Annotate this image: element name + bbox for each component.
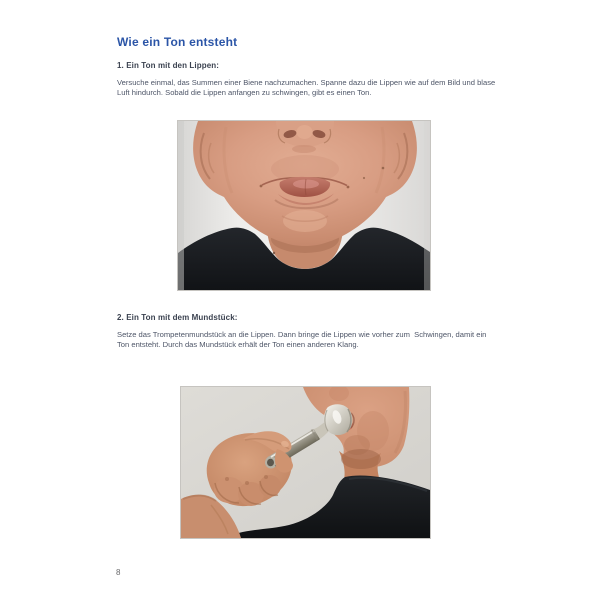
photo-child-with-mouthpiece — [180, 386, 431, 539]
photo-child-buzzing-lips — [177, 120, 431, 291]
photo-lips-illustration — [178, 121, 430, 290]
photo-mouthpiece-illustration — [181, 387, 430, 538]
page-number: 8 — [116, 568, 121, 577]
paragraph-line: Versuche einmal, das Summen einer Biene nachzumachen. Spanne dazu die Lippen wie auf dem Bild und blase — [117, 78, 496, 87]
paragraph-line: Setze das Trompetenmundstück an die Lippen. Dann bringe die Lippen wie vorher zum Schwingen, damit ein — [117, 330, 487, 339]
paragraph-line: Ton entsteht. Durch das Mundstück erhält der Ton einen anderen Klang. — [117, 340, 359, 350]
section-2-heading: 2. Ein Ton mit dem Mundstück: — [117, 313, 238, 322]
section-1-heading: 1. Ein Ton mit den Lippen: — [117, 61, 220, 70]
paragraph-line: Luft hindurch. Sobald die Lippen anfangen zu schwingen, gibt es einen Ton. — [117, 88, 372, 98]
section-2-paragraph — [117, 330, 486, 351]
section-1-paragraph — [117, 78, 495, 99]
page-title: Wie ein Ton entsteht — [117, 35, 238, 49]
